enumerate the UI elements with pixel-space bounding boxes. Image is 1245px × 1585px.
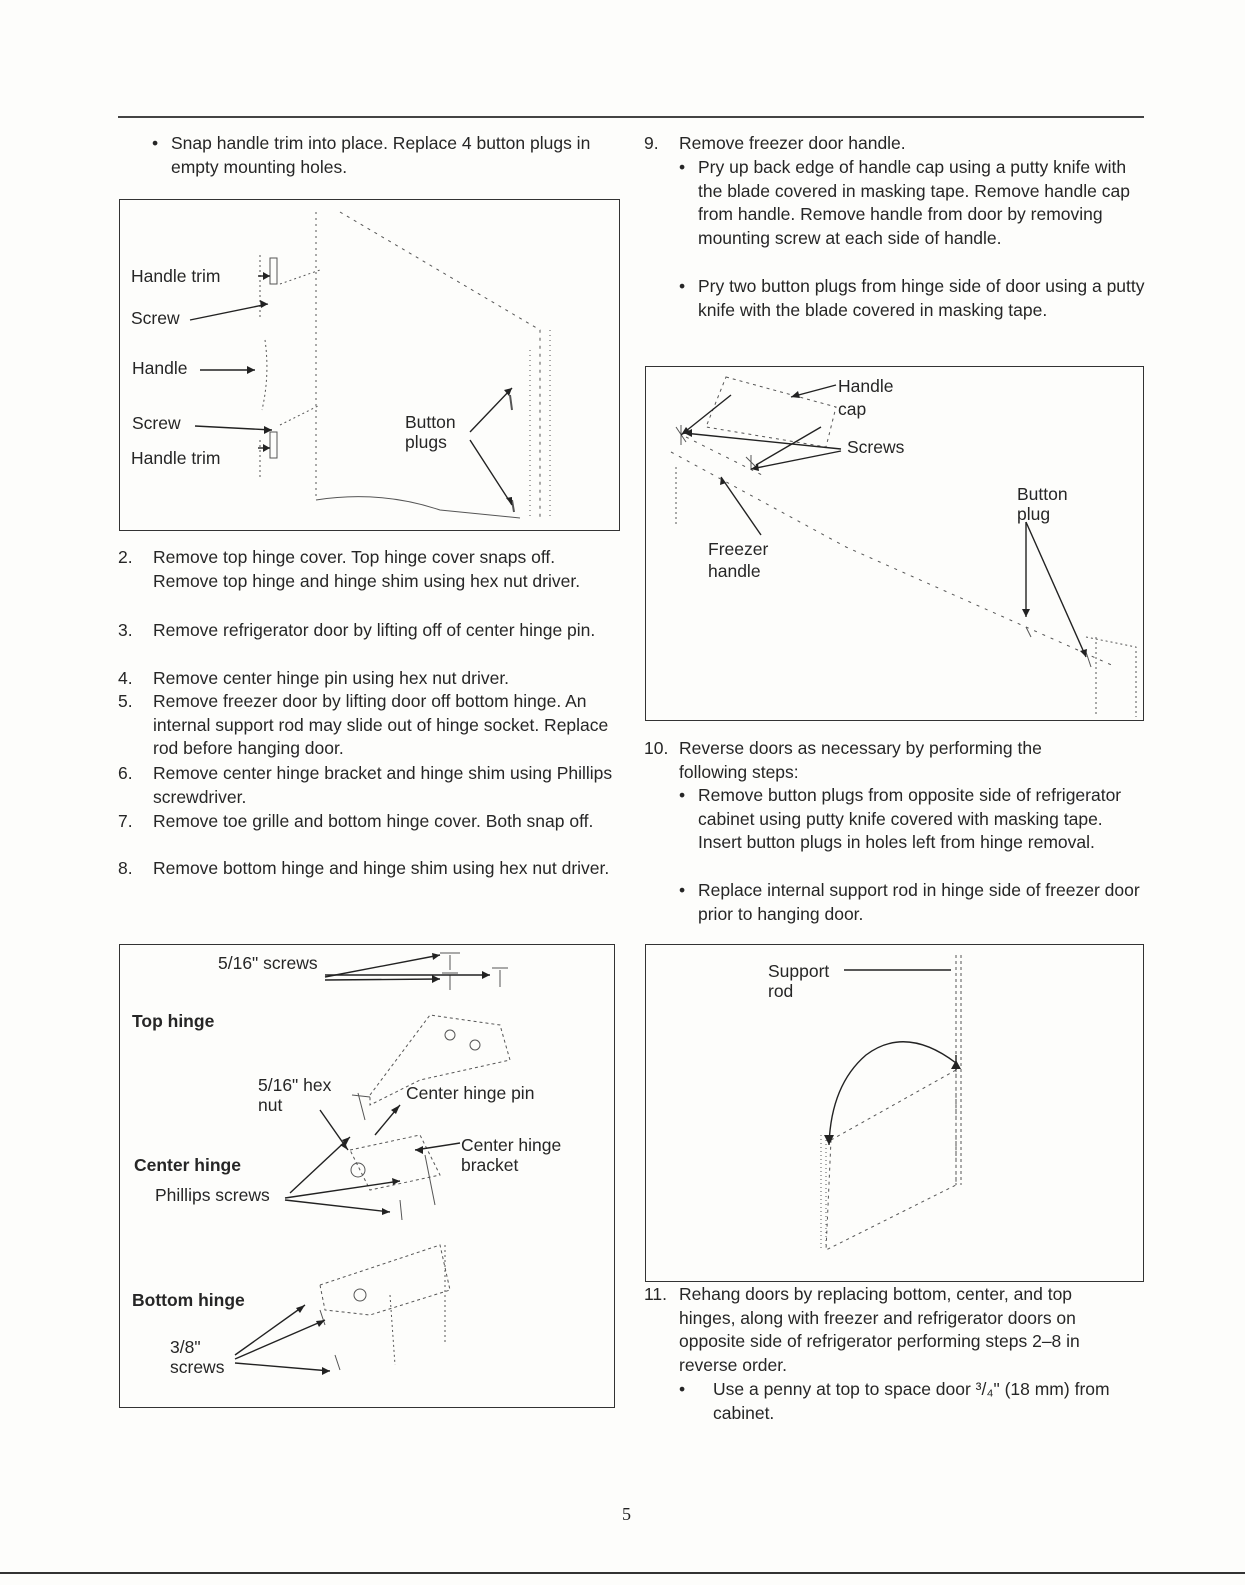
label-button-plugs: Button plugs — [405, 412, 456, 452]
bullet-dot: • — [679, 1379, 686, 1399]
label-516-screws: 5/16" screws — [218, 953, 318, 973]
step-number: 9. — [644, 133, 659, 153]
label-center-hinge-pin: Center hinge pin — [406, 1083, 535, 1103]
label-bottom-hinge: Bottom hinge — [132, 1290, 245, 1310]
figure-handle-trim-drawing — [120, 200, 619, 530]
bullet-dot: • — [152, 133, 159, 153]
label-freezer-handle: Freezer handle — [708, 539, 769, 581]
step-title: Rehang doors by replacing bottom, center, and top hinges, along with freezer and refrigerator doors on opposite side of refrigerator performing steps 2–8 in reverse order. — [679, 1284, 1080, 1375]
label-center-hinge-bracket: Center hinge bracket — [461, 1135, 562, 1175]
label-support-rod: Support rod — [768, 961, 830, 1001]
label-phillips-screws: Phillips screws — [155, 1185, 270, 1205]
bullet-text: Replace internal support rod in hinge side of freezer door prior to hanging door. — [698, 880, 1140, 924]
label-handle-trim-top: Handle trim — [131, 266, 221, 286]
step-title: Reverse doors as necessary by performing the following steps: — [679, 738, 1042, 782]
bullet-dot: • — [679, 157, 686, 177]
bullet-text: Use a penny at top to space door ³/₄" (18 mm) from cabinet. — [713, 1379, 1110, 1423]
bullet-dot: • — [679, 785, 686, 805]
figure-handle-trim — [119, 199, 620, 531]
label-screw-top: Screw — [131, 308, 180, 328]
step-text: Remove center hinge bracket and hinge shim using Phillips screwdriver. — [153, 763, 613, 807]
step-11-bullet-1 — [679, 1378, 1145, 1425]
label-handle-trim-bottom: Handle trim — [131, 448, 221, 468]
label-top-hinge: Top hinge — [132, 1011, 215, 1031]
figure-support-rod-drawing — [646, 945, 1143, 1281]
label-screw-bottom: Screw — [132, 413, 181, 433]
step-text: Remove toe grille and bottom hinge cover. Both snap off. — [153, 811, 594, 831]
step-text: Remove center hinge pin using hex nut driver. — [153, 668, 510, 688]
step-9-bullet-1 — [679, 156, 1145, 250]
step-10 — [644, 737, 1144, 784]
figure-freezer-handle — [645, 366, 1144, 721]
step-number: 4. — [118, 668, 133, 688]
figure-hinges — [119, 944, 615, 1408]
label-handle: Handle — [132, 358, 188, 378]
bullet-dot: • — [679, 276, 686, 296]
label-38-screws: 3/8" screws — [170, 1337, 225, 1377]
step-text: Remove bottom hinge and hinge shim using hex nut driver. — [153, 858, 610, 878]
step-9-bullet-2 — [679, 275, 1145, 322]
step-2 — [118, 546, 618, 593]
step-number: 5. — [118, 691, 133, 711]
intro-bullet-text: Snap handle trim into place. Replace 4 button plugs in empty mounting holes. — [171, 133, 591, 177]
step-number: 11. — [644, 1284, 668, 1304]
step-number: 2. — [118, 547, 133, 567]
label-516-hex-nut: 5/16" hex nut — [258, 1075, 332, 1115]
step-text: Remove top hinge cover. Top hinge cover snaps off. Remove top hinge and hinge shim using hex nut driver. — [153, 547, 581, 591]
step-10-bullet-1 — [679, 784, 1145, 855]
bottom-rule — [0, 1572, 1245, 1574]
label-button-plug: Button plug — [1017, 484, 1068, 524]
step-8 — [118, 857, 618, 881]
step-3 — [118, 619, 618, 643]
step-6 — [118, 762, 618, 809]
step-9 — [644, 132, 1144, 156]
step-11 — [644, 1283, 1144, 1377]
bullet-dot: • — [679, 880, 686, 900]
step-number: 10. — [644, 738, 669, 758]
step-text: Remove freezer door by lifting door off bottom hinge. An internal support rod may slide out of hinge socket. Replace rod before hanging door. — [153, 691, 609, 758]
step-5 — [118, 690, 618, 761]
bullet-text: Pry up back edge of handle cap using a putty knife with the blade covered in masking tape. Remove handle cap from handle. Remove handle from door by removing mounting screw at each side of handle. — [698, 157, 1130, 248]
step-number: 3. — [118, 620, 133, 640]
label-handle-cap: Handle cap — [838, 376, 894, 419]
bullet-text: Remove button plugs from opposite side of refrigerator cabinet using putty knife covered with masking tape. Insert button plugs in holes left from hinge removal. — [698, 785, 1122, 852]
step-10-bullet-2 — [679, 879, 1145, 926]
figure-support-rod — [645, 944, 1144, 1282]
top-rule — [118, 116, 1144, 118]
label-center-hinge: Center hinge — [134, 1155, 241, 1175]
intro-bullet — [152, 132, 592, 179]
bullet-text: Pry two button plugs from hinge side of door using a putty knife with the blade covered in masking tape. — [698, 276, 1145, 320]
step-4 — [118, 667, 618, 691]
step-number: 8. — [118, 858, 133, 878]
step-text: Remove refrigerator door by lifting off of center hinge pin. — [153, 620, 596, 640]
page-number: 5 — [622, 1504, 631, 1524]
step-7 — [118, 810, 618, 834]
step-title: Remove freezer door handle. — [679, 133, 906, 153]
label-screws: Screws — [847, 437, 905, 457]
step-number: 7. — [118, 811, 133, 831]
step-number: 6. — [118, 763, 133, 783]
